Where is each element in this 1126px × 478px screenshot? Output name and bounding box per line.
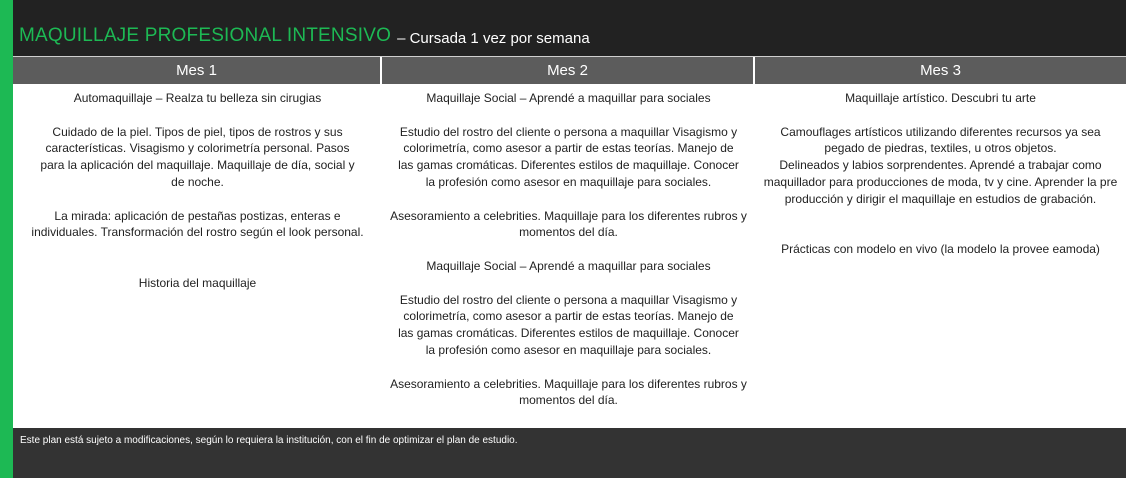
topic-title: Maquillaje artístico. Descubri tu arte (845, 91, 1036, 105)
course-title: MAQUILLAJE PROFESIONAL INTENSIVO (19, 25, 392, 46)
topic-text: Delineados y labios sorprendentes. Aprendé a trabajar como maquillador para producciones de moda, tv y cine. Aprender la pre producción y dirigir el maquillaje en estudios de grabación. (763, 158, 1118, 206)
footer-text: Este plan está sujeto a modificaciones, según lo requiera la institución, con el fin de optimizar el plan de estudio. (20, 435, 518, 446)
topic-title: Maquillaje Social – Aprendé a maquillar para sociales (426, 258, 711, 273)
topic-title: Maquillaje Social – Aprendé a maquillar para sociales (426, 91, 711, 105)
footer-note (13, 428, 1126, 478)
topic-text: La mirada: aplicación de pestañas postizas, enteras e individuales. Transformación del rostro según el look personal. (31, 208, 364, 240)
topic-text: Asesoramiento a celebrities. Maquillaje para los diferentes rubros y momentos del día. (390, 376, 747, 408)
column-body (755, 84, 1126, 275)
course-header (13, 0, 1126, 57)
column-month-3 (755, 57, 1126, 427)
topic-title: Prácticas con modelo en vivo (la modelo la provee eamoda) (781, 242, 1100, 257)
column-header: Mes 1 (13, 57, 382, 84)
column-body (13, 84, 382, 308)
column-header: Mes 2 (382, 57, 755, 84)
accent-bar (0, 0, 13, 478)
topic-text: Cuidado de la piel. Tipos de piel, tipos de rostros y sus características. Visagismo y colorimetría personal. Pasos para la aplicación del maquillaje. Maquillaje de día, social y de noche. (40, 124, 355, 189)
course-subtitle: – Cursada 1 vez por semana (397, 30, 590, 47)
topic-text: Estudio del rostro del cliente o persona a maquillar Visagismo y colorimetría, como asesor a partir de estas teorías. Manejo de las gamas cromáticas. Diferentes estilos de maquillaje. Conocer la profesión como asesor en maquillaje para sociales. (398, 292, 739, 357)
topic-text: Camouflages artísticos utilizando diferentes recursos ya sea pegado de piedras, textiles, u otros objetos. (780, 124, 1101, 156)
curriculum-table (13, 57, 1126, 427)
topic-title: Historia del maquillaje (138, 275, 257, 290)
topic-text: Asesoramiento a celebrities. Maquillaje para los diferentes rubros y momentos del día. (390, 208, 747, 240)
topic-text: Estudio del rostro del cliente o persona a maquillar Visagismo y colorimetría, como asesor a partir de estas teorías. Manejo de las gamas cromáticas. Diferentes estilos de maquillaje. Conocer la profesión como asesor en maquillaje para sociales. (398, 124, 739, 189)
topic-title: Automaquillaje – Realza tu belleza sin cirugias (73, 91, 322, 105)
column-month-2 (382, 57, 755, 427)
column-body (382, 84, 755, 426)
column-month-1 (13, 57, 382, 427)
column-header: Mes 3 (755, 57, 1126, 84)
